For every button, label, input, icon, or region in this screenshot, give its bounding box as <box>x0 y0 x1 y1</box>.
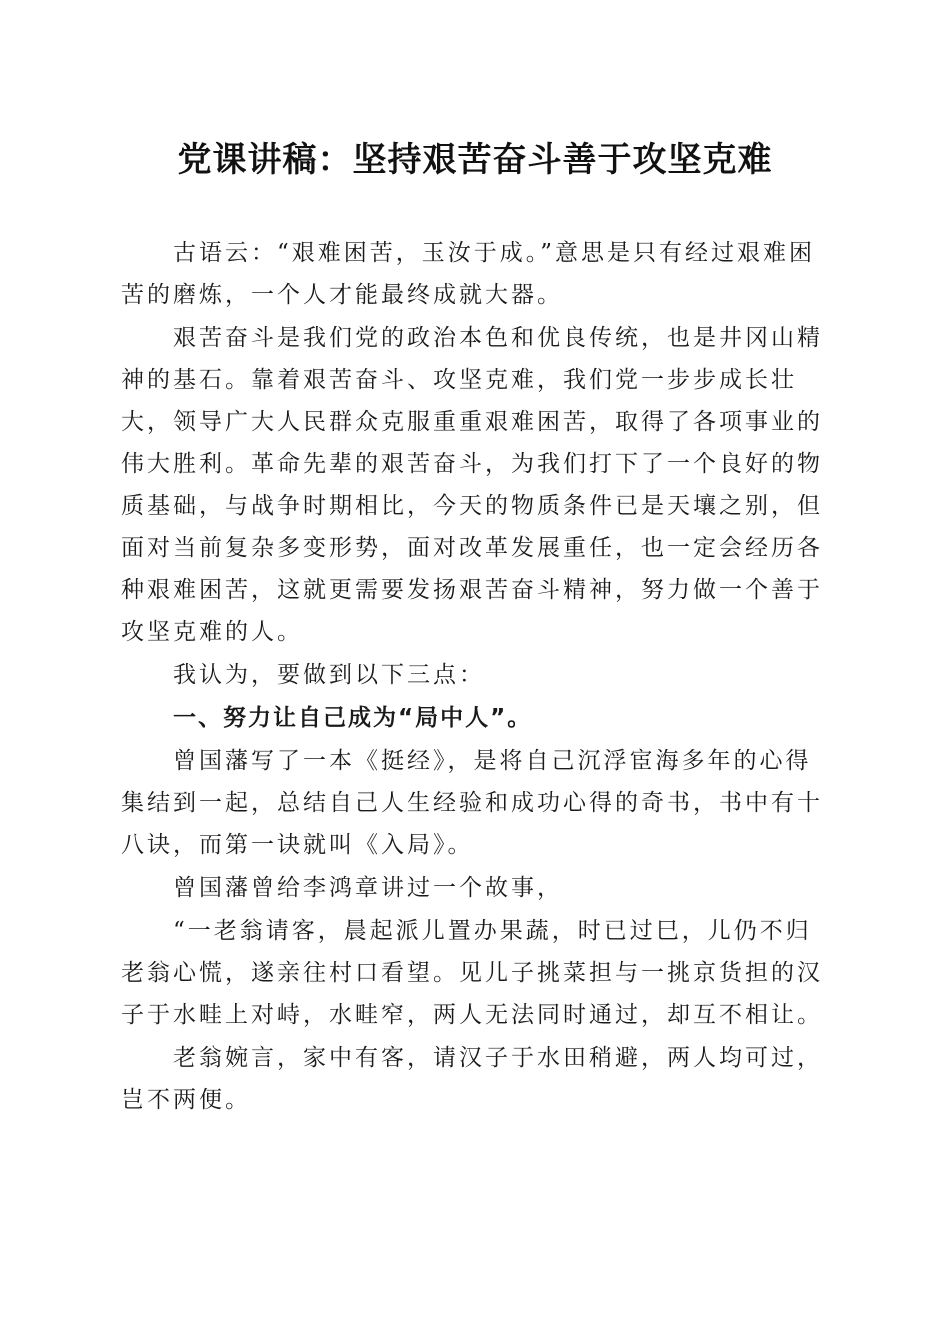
paragraph-intro: 古语云：“艰难困苦，玉汝于成。”意思是只有经过艰难困苦的磨炼，一个人才能最终成就大器。 <box>121 240 816 308</box>
paragraph-three-points: 我认为，要做到以下三点： <box>173 662 485 688</box>
paragraph-hard-work: 艰苦奋斗是我们党的政治本色和优良传统，也是井冈山精神的基石。靠着艰苦奋斗、攻坚克难，我们党一步步成长壮大，领导广大人民群众克服重重艰难困苦，取得了各项事业的伟大胜利。革命先辈的艰苦奋斗，为我们打下了一个良好的物质基础，与战争时期相比，今天的物质条件已是天壤之别，但面对当前复杂多变形势，面对改革发展重任，也一定会经历各种艰难困苦，这就更需要发扬艰苦奋斗精神，努力做一个善于攻坚克难的人。 <box>121 325 823 645</box>
section-heading: 一、努力让自己成为“局中人”。 <box>173 705 533 731</box>
paragraph-story-end: 老翁婉言，家中有客，请汉子于水田稍避，两人均可过，岂不两便。 <box>121 1045 823 1113</box>
paragraph-story-intro: 曾国藩曾给李鸿章讲过一个故事， <box>173 875 563 901</box>
document-title: 党课讲稿：坚持艰苦奋斗善于攻坚克难 <box>177 140 773 180</box>
paragraph-story-quote: “一老翁请客，晨起派儿置办果蔬，时已过巳，儿仍不归老翁心慌，遂亲往村口看望。见儿子挑菜担与一挑京货担的汉子于水畦上对峙，水畦窄，两人无法同时通过，却互不相让。 <box>121 918 823 1028</box>
document-body <box>121 232 833 1121</box>
paragraph-ting-jing: 曾国藩写了一本《挺经》，是将自己沉浮宦海多年的心得集结到一起，总结自己人生经验和成功心得的奇书，书中有十八诀，而第一诀就叫《入局》。 <box>121 748 823 858</box>
